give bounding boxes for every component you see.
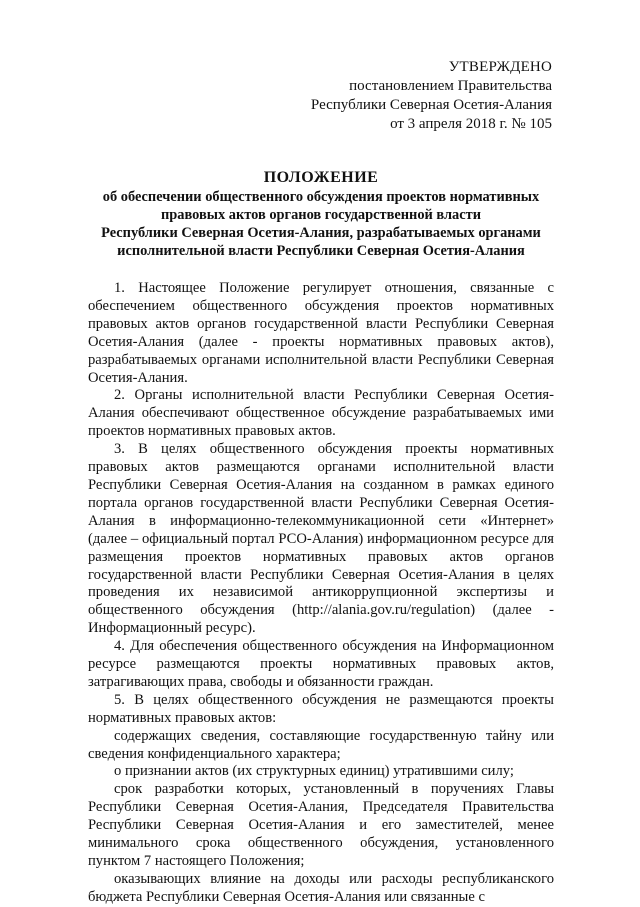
list-item-state-secret: содержащих сведения, составляющие государственную тайну или сведения конфиденциального характера;: [88, 727, 554, 762]
document-heading: [88, 168, 554, 260]
approval-line-2: Республики Северная Осетия-Алания: [310, 97, 552, 113]
document-subtitle-line-4: исполнительной власти Республики Северная Осетия-Алания: [117, 243, 525, 259]
document-subtitle-line-2: правовых актов органов государственной власти: [160, 207, 481, 223]
approval-line-3: от 3 апреля 2018 г. № 105: [390, 116, 552, 132]
list-item-budget-impact: оказывающих влияние на доходы или расходы республиканского бюджета Республики Северная Осетия-Алания или связанные с: [88, 870, 554, 905]
paragraph-2: 2. Органы исполнительной власти Республики Северная Осетия-Алания обеспечивают общественное обсуждение разрабатываемых ими проектов нормативных правовых актов.: [88, 387, 554, 440]
paragraph-1: 1. Настоящее Положение регулирует отношения, связанные с обеспечением общественного обсуждения проектов нормативных правовых актов органов государственной власти Республики Северная Осетия-Алания (далее - проекты нормативных правовых актов), разрабатываемых органами исполнительной власти Республики Северная Осетия-Алания.: [88, 280, 554, 386]
document-subtitle-line-1: об обеспечении общественного обсуждения проектов нормативных: [102, 189, 540, 205]
document-body: [88, 280, 554, 907]
paragraph-4: 4. Для обеспечения общественного обсуждения на Информационном ресурсе размещаются проекты нормативных правовых актов, затрагивающих права, свободы и обязанности граждан.: [88, 638, 554, 690]
list-item-short-deadline: срок разработки которых, установленный в поручениях Главы Республики Северная Осетия-Алания, Председателя Правительства Республики Северная Осетия-Алания и его заместителей, менее минимального срока общественного обсуждения, установленного пунктом 7 настоящего Положения;: [88, 781, 554, 869]
approval-stamp: [88, 58, 552, 134]
paragraph-3: 3. В целях общественного обсуждения проекты нормативных правовых актов размещаются органами исполнительной власти Республики Северная Осетия-Алания на созданном в рамках единого портала органов государственной власти Республики Северная Осетия-Алания в информационно-телекоммуникационной сети «Интернет» (далее – официальный портал РСО-Алания) информационном ресурсе для размещения проектов нормативных правовых актов органов государственной власти Республики Северная Осетия-Алания в целях проведения их независимой антикоррупционной экспертизы и общественного обсуждения (http://alania.gov.ru/regulation) (далее - Информационный ресурс).: [88, 441, 554, 637]
document-subtitle-line-3: Республики Северная Осетия-Алания, разрабатываемых органами: [101, 225, 541, 241]
list-item-repeal-acts: о признании актов (их структурных единиц) утратившими силу;: [114, 763, 514, 780]
approval-title: УТВЕРЖДЕНО: [448, 59, 552, 75]
document-title: ПОЛОЖЕНИЕ: [263, 169, 379, 186]
approval-line-1: постановлением Правительства: [349, 78, 552, 94]
paragraph-5: 5. В целях общественного обсуждения не размещаются проекты нормативных правовых актов:: [88, 691, 554, 726]
